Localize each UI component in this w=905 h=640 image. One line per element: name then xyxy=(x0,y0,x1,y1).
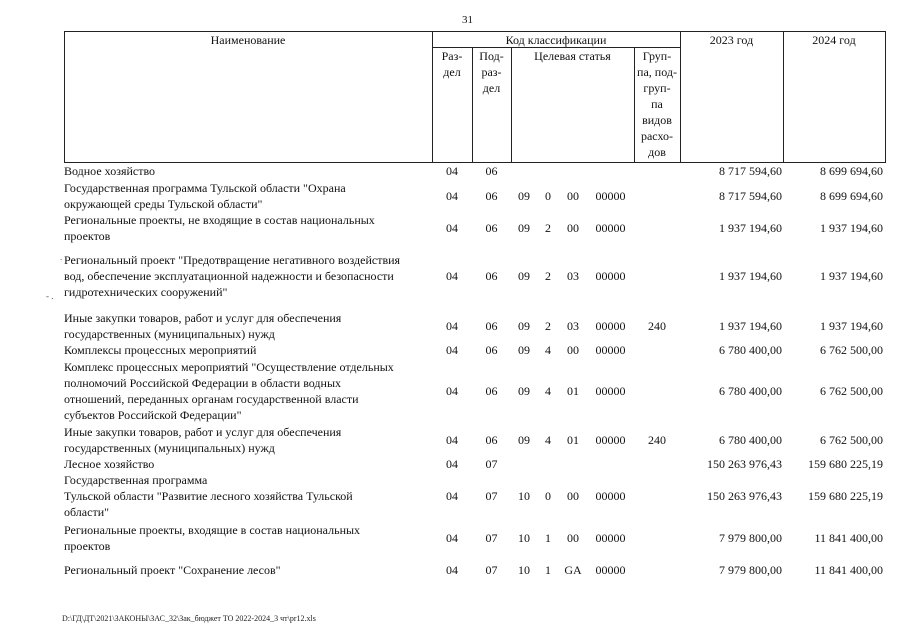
code-cell-a: 10 xyxy=(518,531,530,545)
row-name xyxy=(64,522,432,554)
amount-2023: 6 780 400,00 xyxy=(719,384,782,398)
row-name-line: Государственная программа Тульской области "Охрана xyxy=(64,181,346,195)
row-name-line: проектов xyxy=(64,229,111,243)
row-name-line: Иные закупки товаров, работ и услуг для обеспечения xyxy=(64,425,342,439)
code-cell-b: 0 xyxy=(545,489,551,503)
header-target-article: Целевая статья xyxy=(534,49,611,63)
row-name xyxy=(64,456,432,472)
amount-2024: 8 699 694,60 xyxy=(820,164,883,178)
row-name xyxy=(64,163,432,179)
amount-2024: 159 680 225,19 xyxy=(808,457,883,471)
header-name: Наименование xyxy=(210,33,286,47)
header-year-2024: 2024 год xyxy=(812,33,856,47)
row-name-line: государственных (муниципальных) нужд xyxy=(64,327,275,341)
amount-2023: 7 979 800,00 xyxy=(719,531,782,545)
code-cell-b: 4 xyxy=(545,433,551,447)
row-name-line: окружающей среды Тульской области" xyxy=(64,197,263,211)
code-cell-b: 0 xyxy=(545,189,551,203)
code-cell-c: 00 xyxy=(567,343,579,357)
code-cell-p: 06 xyxy=(485,343,498,357)
row-name-line: Региональный проект "Сохранение лесов" xyxy=(64,563,281,577)
amount-2024: 6 762 500,00 xyxy=(820,384,883,398)
code-cell-r: 04 xyxy=(446,384,458,398)
row-name-line: Водное хозяйство xyxy=(64,164,156,178)
code-cell-c: GA xyxy=(564,563,582,577)
code-cell-b: 2 xyxy=(545,319,551,333)
code-cell-p: 06 xyxy=(485,189,498,203)
row-name xyxy=(64,342,432,358)
amount-2024: 6 762 500,00 xyxy=(820,433,883,447)
code-cell-p: 07 xyxy=(485,563,498,577)
code-cell-c: 00 xyxy=(567,221,579,235)
row-name-line: области" xyxy=(64,505,110,519)
code-cell-r: 04 xyxy=(446,343,458,357)
row-name xyxy=(64,472,432,520)
row-name-line: вод, обеспечение эксплуатационной надежности и безопасности xyxy=(64,269,394,283)
code-cell-c: 03 xyxy=(567,269,579,283)
code-cell-d: 00000 xyxy=(595,563,626,577)
code-cell-r: 04 xyxy=(446,489,458,503)
code-cell-d: 00000 xyxy=(595,433,626,447)
amount-2023: 8 717 594,60 xyxy=(719,164,782,178)
code-cell-c: 00 xyxy=(567,531,579,545)
code-cell-a: 09 xyxy=(518,189,530,203)
code-cell-r: 04 xyxy=(446,221,458,235)
code-cell-b: 1 xyxy=(545,531,551,545)
code-cell-a: 09 xyxy=(518,433,530,447)
code-cell-p: 07 xyxy=(485,457,498,471)
code-cell-d: 00000 xyxy=(595,189,626,203)
code-cell-r: 04 xyxy=(446,189,458,203)
scan-mark: - . xyxy=(46,291,54,301)
code-cell-r: 04 xyxy=(446,457,458,471)
row-name-line: Региональные проекты, не входящие в состав национальных xyxy=(64,213,375,227)
code-cell-b: 4 xyxy=(545,384,551,398)
code-cell-d: 00000 xyxy=(595,269,626,283)
file-path-footer: D:\ГД\ДТ\2021\ЗАКОНЫ\ЗАС_32\Зак_бюджет ТО 2022-2024_3 чт\рr12.xls xyxy=(62,614,316,623)
code-cell-c: 01 xyxy=(567,433,579,447)
code-cell-a: 09 xyxy=(518,384,530,398)
code-cell-r: 04 xyxy=(446,319,458,333)
amount-2023: 7 979 800,00 xyxy=(719,563,782,577)
code-cell-b: 2 xyxy=(545,269,551,283)
code-cell-c: 00 xyxy=(567,189,579,203)
code-cell-a: 10 xyxy=(518,563,530,577)
row-name xyxy=(64,180,432,212)
code-cell-p: 06 xyxy=(485,319,498,333)
code-cell-a: 09 xyxy=(518,343,530,357)
code-cell-p: 07 xyxy=(485,489,498,503)
row-name-line: гидротехнических сооружений" xyxy=(64,285,228,299)
row-name-line: Иные закупки товаров, работ и услуг для обеспечения xyxy=(64,311,342,325)
amount-2024: 11 841 400,00 xyxy=(814,531,883,545)
row-name-line: отношений, переданных органам государственной власти xyxy=(64,392,359,406)
amount-2023: 6 780 400,00 xyxy=(719,343,782,357)
code-cell-r: 04 xyxy=(446,563,458,577)
code-cell-a: 09 xyxy=(518,269,530,283)
amount-2023: 150 263 976,43 xyxy=(707,489,782,503)
code-cell-g: 240 xyxy=(648,319,666,333)
code-cell-p: 06 xyxy=(485,221,498,235)
code-cell-p: 07 xyxy=(485,531,498,545)
code-cell-r: 04 xyxy=(446,164,458,178)
row-name xyxy=(64,252,432,300)
code-cell-d: 00000 xyxy=(595,489,626,503)
code-cell-d: 00000 xyxy=(595,343,626,357)
code-cell-c: 01 xyxy=(567,384,579,398)
amount-2024: 11 841 400,00 xyxy=(814,563,883,577)
code-cell-b: 4 xyxy=(545,343,551,357)
code-cell-a: 10 xyxy=(518,489,530,503)
amount-2023: 6 780 400,00 xyxy=(719,433,782,447)
code-cell-g: 240 xyxy=(648,433,666,447)
row-name xyxy=(64,359,432,423)
code-cell-p: 06 xyxy=(485,269,498,283)
header-code: Код классификации xyxy=(505,33,607,47)
scan-mark: . xyxy=(60,252,63,262)
code-cell-r: 04 xyxy=(446,531,458,545)
row-name-line: Комплекс процессных мероприятий "Осуществление отдельных xyxy=(64,360,394,374)
row-name-line: Государственная программа xyxy=(64,473,208,487)
header-podrazdel: Под- раз- дел xyxy=(479,49,504,95)
amount-2023: 1 937 194,60 xyxy=(719,221,782,235)
header-razdel: Раз- дел xyxy=(441,49,463,79)
amount-2024: 1 937 194,60 xyxy=(820,319,883,333)
row-name-line: государственных (муниципальных) нужд xyxy=(64,441,275,455)
amount-2023: 1 937 194,60 xyxy=(719,319,782,333)
row-name-line: Тульской области "Развитие лесного хозяйства Тульской xyxy=(64,489,353,503)
row-name xyxy=(64,424,432,456)
row-name xyxy=(64,212,432,244)
row-name-line: Региональные проекты, входящие в состав национальных xyxy=(64,523,361,537)
row-name-line: Лесное хозяйство xyxy=(64,457,155,471)
amount-2024: 159 680 225,19 xyxy=(808,489,883,503)
page-number: 31 xyxy=(462,14,473,26)
row-name xyxy=(64,562,432,578)
row-name-line: проектов xyxy=(64,539,111,553)
row-name-line: Комплексы процессных мероприятий xyxy=(64,343,257,357)
code-cell-d: 00000 xyxy=(595,531,626,545)
code-cell-b: 1 xyxy=(545,563,551,577)
code-cell-c: 00 xyxy=(567,489,579,503)
header-year-2023: 2023 год xyxy=(709,33,754,47)
amount-2023: 1 937 194,60 xyxy=(719,269,782,283)
code-cell-p: 06 xyxy=(485,164,498,178)
code-cell-r: 04 xyxy=(446,433,458,447)
header-group: Груп- па, под- груп- па видов расхо- дов xyxy=(637,49,677,159)
row-name xyxy=(64,310,432,342)
code-cell-b: 2 xyxy=(545,221,551,235)
row-name-line: субъектов Российской Федерации" xyxy=(64,408,242,422)
code-cell-a: 09 xyxy=(518,221,530,235)
row-name-line: Региональный проект "Предотвращение негативного воздействия xyxy=(64,253,401,267)
code-cell-p: 06 xyxy=(485,433,498,447)
code-cell-p: 06 xyxy=(485,384,498,398)
amount-2024: 8 699 694,60 xyxy=(820,189,883,203)
amount-2024: 1 937 194,60 xyxy=(820,221,883,235)
amount-2024: 6 762 500,00 xyxy=(820,343,883,357)
row-name-line: полномочий Российской Федерации в области водных xyxy=(64,376,342,390)
code-cell-r: 04 xyxy=(446,269,458,283)
amount-2023: 150 263 976,43 xyxy=(707,457,782,471)
code-cell-d: 00000 xyxy=(595,221,626,235)
amount-2023: 8 717 594,60 xyxy=(719,189,782,203)
code-cell-d: 00000 xyxy=(595,384,626,398)
code-cell-d: 00000 xyxy=(595,319,626,333)
amount-2024: 1 937 194,60 xyxy=(820,269,883,283)
code-cell-a: 09 xyxy=(518,319,530,333)
code-cell-c: 03 xyxy=(567,319,579,333)
